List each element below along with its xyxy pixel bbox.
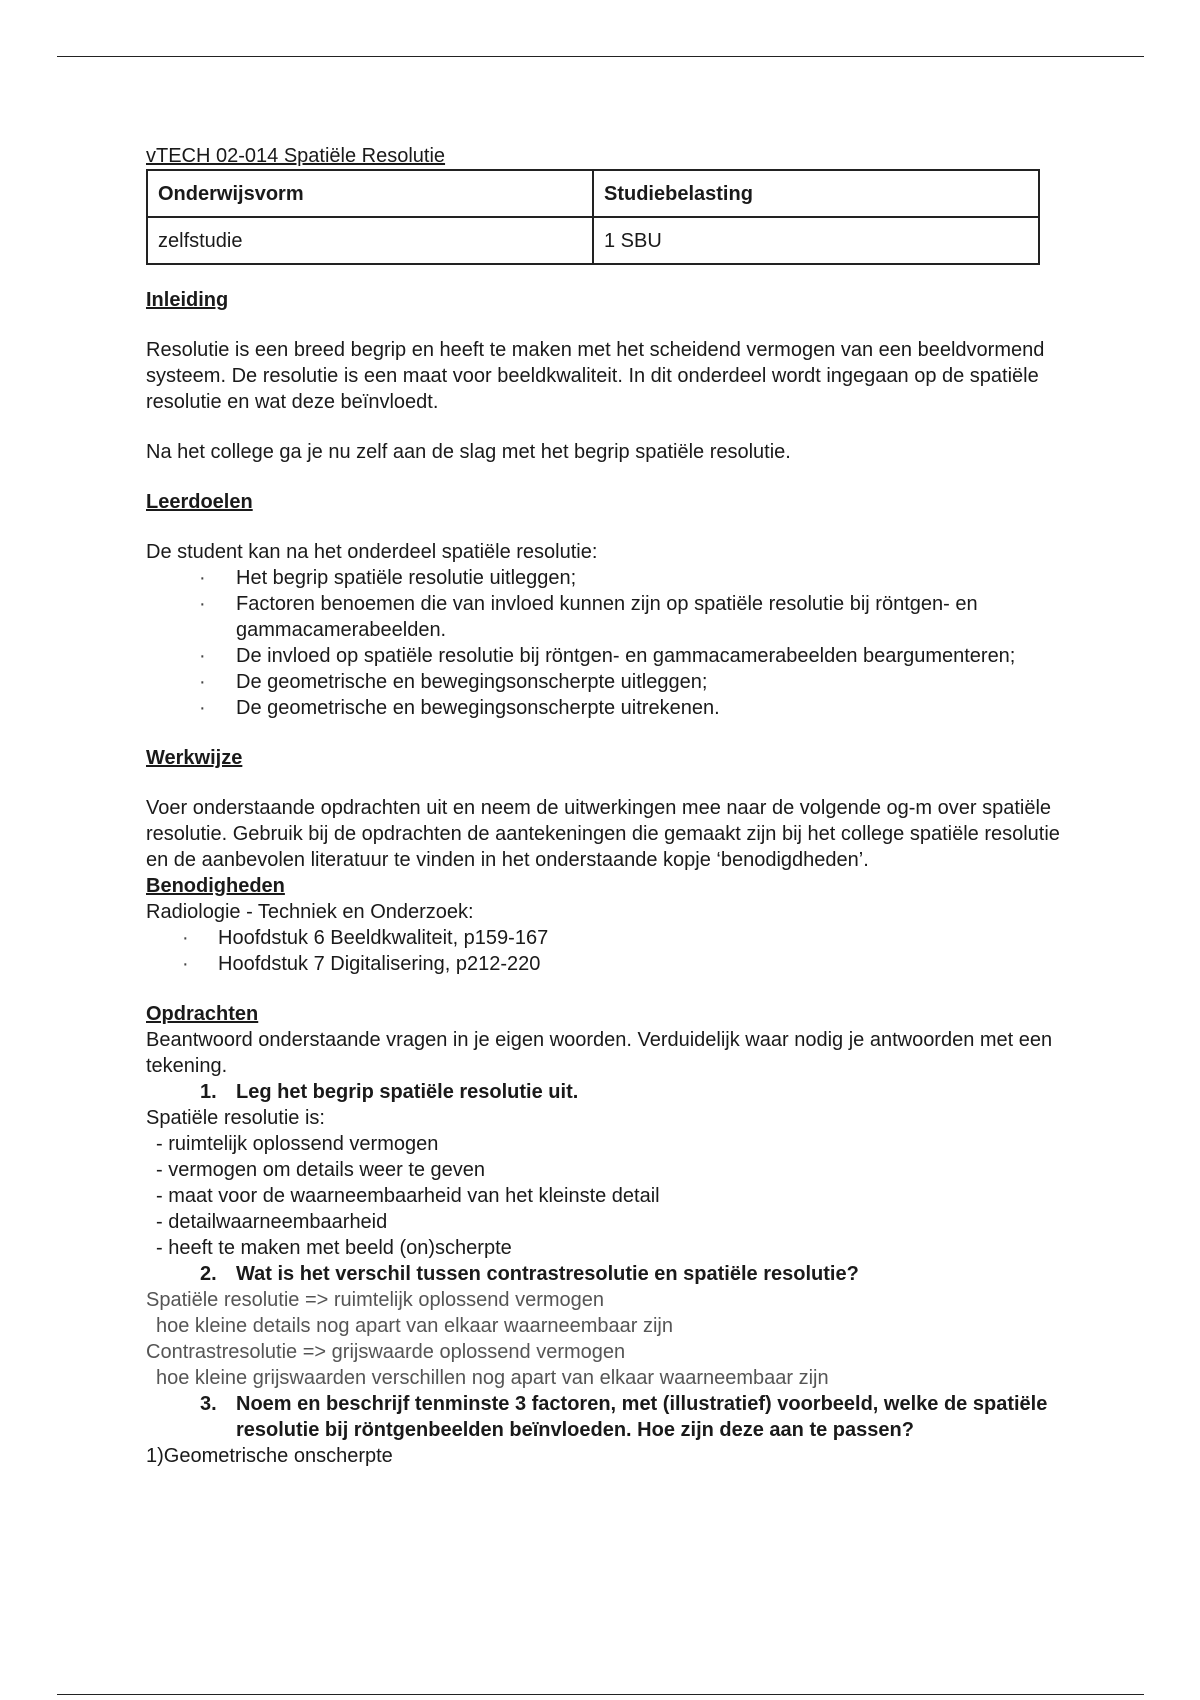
- list-item: - detailwaarneembaarheid: [156, 1211, 388, 1233]
- heading-opdrachten: Opdrachten: [146, 1003, 259, 1025]
- table-cell-onderwijsvorm: zelfstudie: [147, 217, 593, 264]
- leerdoelen-list: [146, 565, 1066, 721]
- answer-2: [146, 1287, 1066, 1391]
- table-row: [147, 217, 1039, 264]
- heading-benodigheden: Benodigheden: [146, 875, 285, 897]
- question-number: 1.: [200, 1081, 217, 1103]
- document-title: vTECH 02-014 Spatiële Resolutie: [146, 145, 446, 167]
- bullet-icon: ·: [199, 697, 206, 719]
- list-item-text: Het begrip spatiële resolutie uitleggen;: [236, 567, 577, 589]
- heading-inleiding: Inleiding: [146, 289, 229, 311]
- list-item: - vermogen om details weer te geven: [156, 1159, 486, 1181]
- table-cell-studiebelasting: 1 SBU: [593, 217, 1039, 264]
- heading-werkwijze: Werkwijze: [146, 747, 243, 769]
- benodigheden-list: [146, 925, 1066, 977]
- answer-3-first: 1)Geometrische onscherpte: [146, 1445, 393, 1467]
- list-item-text: De invloed op spatiële resolutie bij röntgen- en gammacamerabeelden beargumenteren;: [236, 645, 1016, 667]
- answer-line: hoe kleine grijswaarden verschillen nog apart van elkaar waarneembaar zijn: [156, 1367, 829, 1389]
- bullet-icon: ·: [199, 645, 206, 667]
- heading-leerdoelen: Leerdoelen: [146, 491, 253, 513]
- opdrachten-intro: Beantwoord onderstaande vragen in je eigen woorden. Verduidelijk waar nodig je antwoorden met een tekening.: [146, 1029, 1053, 1077]
- list-item: [146, 925, 1066, 951]
- list-item-text: Hoofdstuk 6 Beeldkwaliteit, p159-167: [218, 927, 549, 949]
- bullet-icon: ·: [182, 927, 189, 949]
- question-3: [146, 1391, 1066, 1443]
- list-item: [146, 643, 1066, 669]
- list-item: [146, 591, 1066, 643]
- course-info-table: [146, 169, 1040, 265]
- list-item: [146, 951, 1066, 977]
- question-text: Leg het begrip spatiële resolutie uit.: [236, 1081, 579, 1103]
- inleiding-paragraph-1: Resolutie is een breed begrip en heeft te maken met het scheidend vermogen van een beeldvormend systeem. De resolutie is een maat voor beeldkwaliteit. In dit onderdeel wordt ingegaan op de spatiële resolutie en wat deze beïnvloedt.: [146, 339, 1045, 413]
- question-2: [146, 1261, 1066, 1287]
- answer-line: Contrastresolutie => grijswaarde oplossend vermogen: [146, 1341, 626, 1363]
- list-item: [146, 695, 1066, 721]
- list-item-text: De geometrische en bewegingsonscherpte uitleggen;: [236, 671, 708, 693]
- list-item: - ruimtelijk oplossend vermogen: [156, 1133, 439, 1155]
- bullet-icon: ·: [199, 593, 206, 615]
- table-header-row: [147, 170, 1039, 217]
- question-text: Wat is het verschil tussen contrastresolutie en spatiële resolutie?: [236, 1263, 859, 1285]
- list-item-text: Hoofdstuk 7 Digitalisering, p212-220: [218, 953, 541, 975]
- question-text: Noem en beschrijf tenminste 3 factoren, met (illustratief) voorbeeld, welke de spatiële resolutie bij röntgenbeelden beïnvloeden. Hoe zijn deze aan te passen?: [236, 1393, 1048, 1441]
- list-item: - heeft te maken met beeld (on)scherpte: [156, 1237, 512, 1259]
- answer-1-list: [146, 1131, 1066, 1261]
- table-header-studiebelasting: Studiebelasting: [593, 170, 1039, 217]
- table-header-onderwijsvorm: Onderwijsvorm: [147, 170, 593, 217]
- werkwijze-paragraph: Voer onderstaande opdrachten uit en neem de uitwerkingen mee naar de volgende og-m over spatiële resolutie. Gebruik bij de opdrachten de aantekeningen die gemaakt zijn bij het college spatiële resolutie en de aanbevolen literatuur te vinden in het onderstaande kopje ‘benodigdheden’.: [146, 797, 1060, 871]
- bullet-icon: ·: [199, 567, 206, 589]
- list-item: - maat voor de waarneembaarheid van het kleinste detail: [156, 1185, 660, 1207]
- list-item-text: Factoren benoemen die van invloed kunnen zijn op spatiële resolutie bij röntgen- en gammacamerabeelden.: [236, 593, 978, 641]
- answer-line: Spatiële resolutie => ruimtelijk oplossend vermogen: [146, 1289, 605, 1311]
- header-rule: [57, 56, 1144, 57]
- list-item-text: De geometrische en bewegingsonscherpte uitrekenen.: [236, 697, 720, 719]
- list-item: [146, 669, 1066, 695]
- bullet-icon: ·: [199, 671, 206, 693]
- footer-rule: [57, 1694, 1144, 1695]
- benodigheden-intro: Radiologie - Techniek en Onderzoek:: [146, 901, 474, 923]
- answer-line: hoe kleine details nog apart van elkaar waarneembaar zijn: [156, 1315, 673, 1337]
- leerdoelen-intro: De student kan na het onderdeel spatiële resolutie:: [146, 541, 598, 563]
- document-body: [146, 143, 1066, 1469]
- question-1: [146, 1079, 1066, 1105]
- answer-1-intro: Spatiële resolutie is:: [146, 1107, 325, 1129]
- inleiding-paragraph-2: Na het college ga je nu zelf aan de slag met het begrip spatiële resolutie.: [146, 441, 791, 463]
- question-number: 2.: [200, 1263, 217, 1285]
- bullet-icon: ·: [182, 953, 189, 975]
- question-number: 3.: [200, 1393, 217, 1415]
- list-item: [146, 565, 1066, 591]
